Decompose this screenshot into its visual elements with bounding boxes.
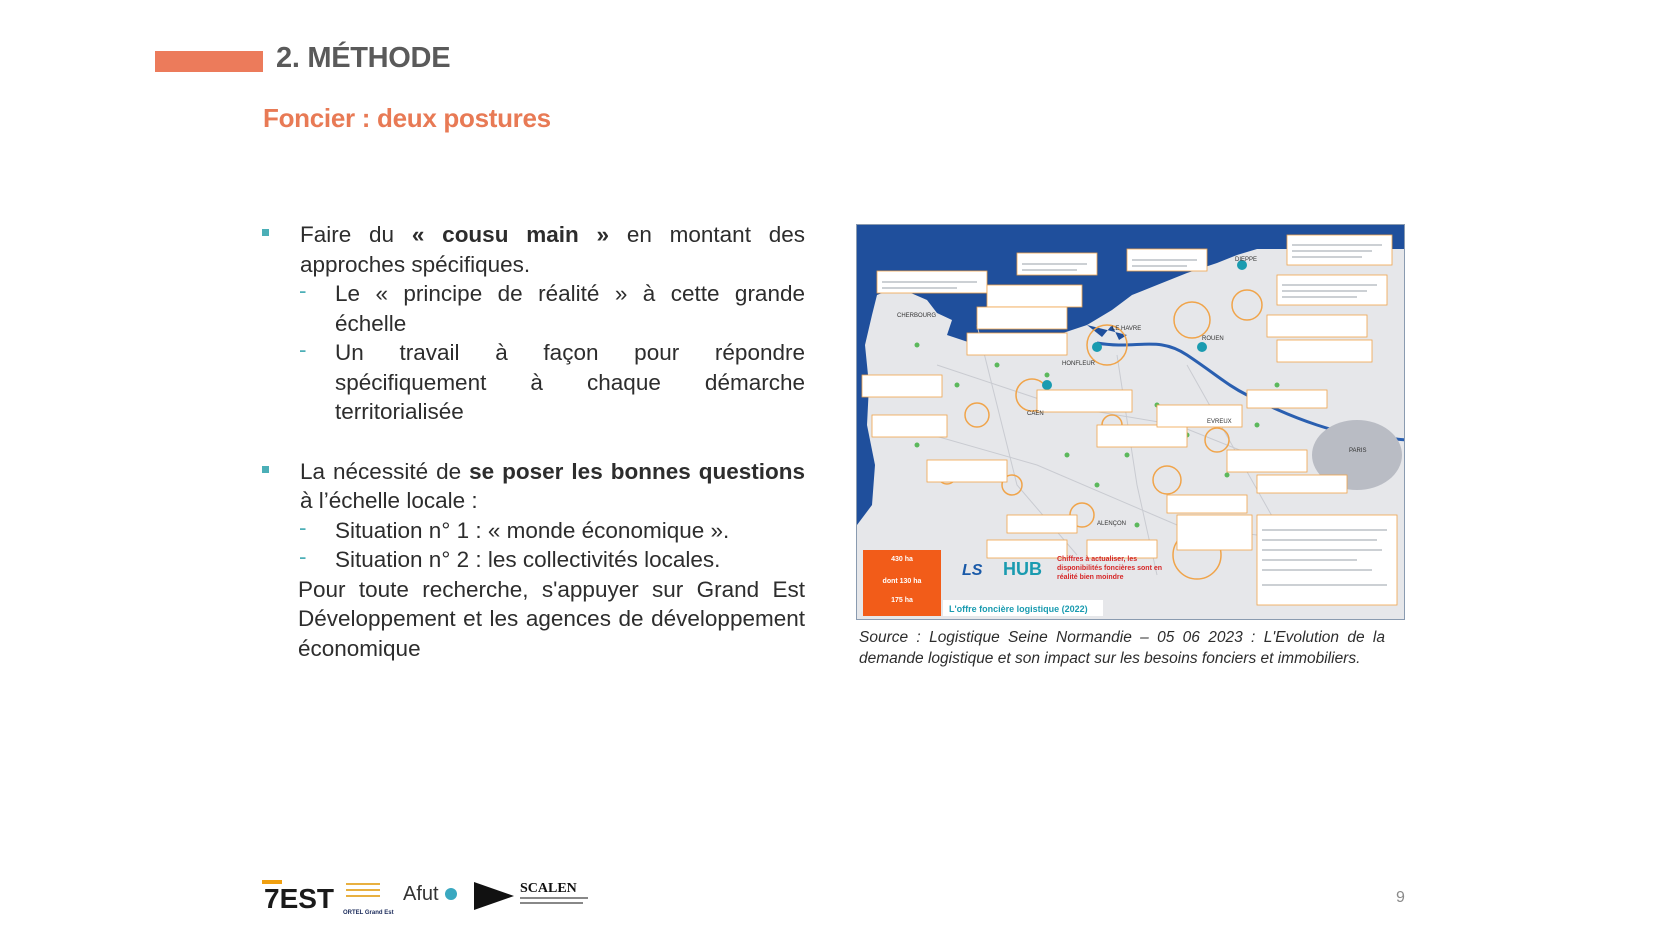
map-kpi: 175 ha (891, 597, 913, 604)
map-city-label: PARIS (1349, 448, 1367, 454)
sub-item: - Un travail à façon pour répondre spécifiquement à chaque démarche territorialisée (299, 337, 805, 424)
map-city-label: CHERBOURG (897, 313, 937, 319)
partner-logos (258, 874, 598, 918)
closing-paragraph: Pour toute recherche, s'appuyer sur Grand Est Développement et les agences de développement économique (298, 576, 805, 661)
logo-afut-text: Afut (403, 883, 439, 905)
map-city-label: LE HAVRE (1112, 326, 1142, 332)
map-title-banner: L'offre foncière logistique (2022) (949, 604, 1088, 614)
logistics-map-image (856, 224, 1405, 620)
bullet-item: Faire du « cousu main » en montant des approches spécifiques. (260, 220, 805, 279)
logo-ortel (343, 876, 394, 916)
sub-item: - Le « principe de réalité » à cette grande échelle (299, 278, 805, 336)
logo-afut (403, 883, 457, 905)
map-city-label: HONFLEUR (1062, 361, 1096, 367)
map-kpi: dont 130 ha (882, 578, 922, 585)
map-kpi: 430 ha (891, 556, 913, 563)
bullet-item: La nécessité de se poser les bonnes questions à l’échelle locale : (260, 457, 805, 516)
square-bullet-icon (262, 466, 269, 473)
sub-item: - Situation n° 2 : les collectivités locales. (299, 544, 721, 572)
map-note: Chiffres à actualiser, les disponibilités foncières sont en réalité bien moindre (1057, 556, 1163, 581)
page-number: 9 (1396, 889, 1405, 906)
slide-subtitle: Foncier : deux postures (263, 103, 551, 133)
map-ls-logo: LS (962, 562, 983, 579)
map-city-label: ALENÇON (1097, 521, 1127, 527)
dash-bullet-icon: - (299, 544, 307, 569)
map-hub-logo: HUB (1003, 559, 1042, 579)
section-accent-bar (155, 51, 263, 72)
sub-item: - Situation n° 1 : « monde économique ». (299, 514, 730, 543)
map-city-label: CAEN (1027, 411, 1044, 417)
section-title: 2. MÉTHODE (276, 42, 451, 74)
main-text (260, 220, 805, 663)
logo-7est-text: 7EST (264, 883, 335, 914)
logo-7est (262, 880, 334, 914)
map-city-label: DIEPPE (1235, 257, 1258, 263)
dash-bullet-icon: - (299, 514, 307, 540)
map-city-label: ROUEN (1202, 336, 1224, 342)
logo-ortel-text: ORTEL Grand Est (343, 910, 394, 916)
logo-scalen (474, 881, 588, 910)
square-bullet-icon (262, 229, 269, 236)
image-caption: Source : Logistique Seine Normandie – 05 06 2023 : L'Evolution de la demande logistique et son impact sur les besoins fonciers et immobiliers. (859, 629, 1385, 667)
logo-scalen-text: SCALEN (520, 881, 577, 896)
dash-bullet-icon: - (299, 278, 307, 303)
dash-bullet-icon: - (299, 337, 307, 362)
map-city-label: EVREUX (1207, 419, 1232, 425)
